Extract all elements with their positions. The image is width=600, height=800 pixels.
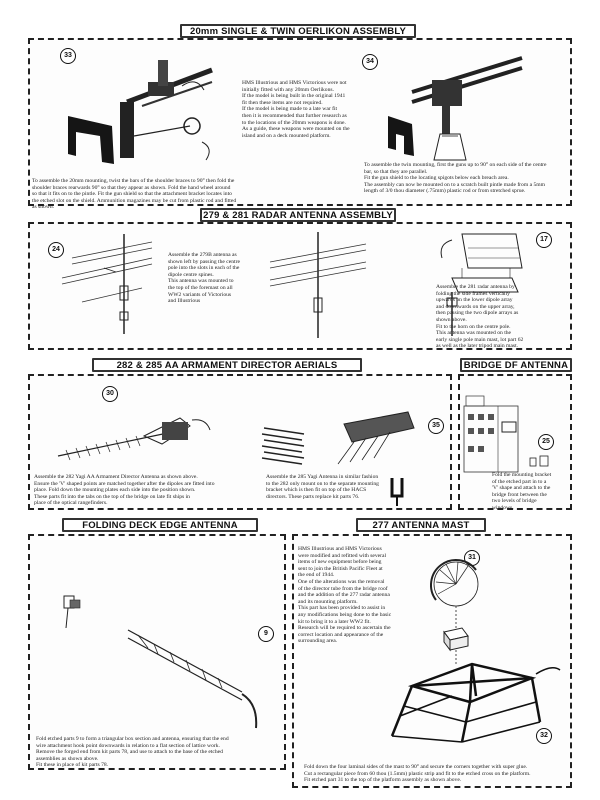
text-line: If the model is being built in the original 1941: [242, 93, 346, 100]
step-34: 34: [362, 54, 378, 70]
text-line: Fold down the four laminal sides of the mast to 90° and secure the corners together with super glue.: [304, 764, 528, 770]
text-line: the top of the foremast on all: [168, 284, 233, 291]
text-line: of the etched part in to a: [492, 478, 547, 485]
text-line: To assemble the 20mm mounting, twist the bars of the shoulder braces to 90° then fold the: [32, 178, 235, 184]
radar-281-text: [436, 284, 572, 350]
text-line: As a guide, these weapons were mounted on the: [242, 126, 350, 133]
text-line: place. Fold down the mounting plates each side into the position shown.: [34, 487, 196, 494]
text-line: to the 282 only mount on to the separate mounting: [266, 480, 379, 487]
text-line: Fold etched parts 9 to form a triangular box section and antenna, ensuring that the end: [36, 736, 229, 742]
aa-282-text: [34, 474, 260, 507]
aa-285-text: [266, 474, 416, 500]
text-line: the end of 1944.: [298, 572, 335, 579]
text-line: and the addition of the 277 radar antenna: [298, 592, 390, 599]
text-line: the etched slot on the shield. Ammunition magazines may be cut from plastic rod and fitted: [32, 197, 237, 204]
section-title-folding: FOLDING DECK EDGE ANTENNA: [62, 518, 258, 532]
oerlikon-single-text: [32, 178, 328, 211]
step-24: 24: [48, 242, 64, 258]
text-line: This antenna was mounted on the: [436, 330, 512, 337]
text-line: The assembly can now be mounted on to a scratch built pintle made from a 5mm: [364, 181, 545, 188]
text-line: bracket which is then fit on top of the HACS: [266, 487, 367, 494]
oerlikon-twin-text: [364, 162, 570, 195]
text-line: early single pole main mast, lot part 62: [436, 336, 524, 343]
step-32: 32: [536, 728, 552, 744]
text-line: sent to join the British Pacific Fleet at: [298, 565, 383, 572]
text-line: as well as the later tripod main mast.: [436, 343, 519, 350]
text-line: folding the side frames vertically: [436, 290, 510, 297]
text-line: any modifications being done to the basic: [298, 611, 392, 618]
oerlikon-note: [242, 80, 362, 139]
text-line: length of 3/0 thou diameter (.75mm) plastic rod or from stretched sprue.: [364, 188, 526, 195]
text-line: Fit these in place of kit parts 78.: [36, 762, 109, 769]
folding-text: [36, 736, 286, 769]
radar-279-text: [168, 252, 258, 305]
text-line: Assemble the 281 radar antenna by: [436, 284, 515, 290]
text-line: bridge front between the: [492, 491, 547, 498]
text-line: pole into the slots in each of the: [168, 265, 240, 272]
mast-bottom-text: [304, 764, 570, 784]
section-title-bridge-df: BRIDGE DF ANTENNA: [460, 358, 572, 372]
text-line: windows.: [492, 504, 514, 511]
folding-antenna-illustration: [58, 568, 278, 728]
aa-282-illustration: [52, 400, 232, 470]
text-line: If the model is being made to a late war fit: [242, 106, 338, 113]
text-line: upwards on the lower dipole array: [436, 297, 513, 304]
text-line: kit to bring it to a later WW2 fit.: [298, 618, 371, 625]
text-line: of the director tube from the bridge roof: [298, 585, 388, 592]
text-line: directors. These parts replace kit parts 76.: [266, 493, 360, 500]
radar-279-illustration: [52, 228, 172, 338]
text-line: Assemble the 285 Yagi Antenna in similar fashion: [266, 474, 379, 480]
text-line: as shown.: [32, 204, 55, 211]
text-line: surrounding area.: [298, 638, 338, 645]
instruction-sheet: [22, 22, 578, 788]
text-line: assemblies as shown above.: [36, 755, 99, 762]
step-33: 33: [60, 48, 76, 64]
section-title-mast: 277 ANTENNA MAST: [356, 518, 486, 532]
text-line: and downwards on the upper array,: [436, 303, 515, 310]
text-line: Ensure the 'V' shaped points are matched together after the dipoles are fitted into: [34, 480, 215, 487]
bridge-df-illustration: [462, 392, 528, 478]
oerlikon-single-illustration: [62, 56, 232, 166]
radar-279-assembled-illustration: [262, 228, 372, 340]
text-line: shown left by passing the centre: [168, 258, 240, 265]
text-line: fit then these items are not required.: [242, 99, 323, 106]
text-line: This part has been provided to assist in: [298, 605, 386, 612]
text-line: Fit to the horn on the centre pole.: [436, 323, 511, 330]
text-line: Cut a rectangular piece from 60 thou (1.5mm) plastic strip and fit to the etched cross on the platform.: [304, 770, 531, 777]
bridge-df-text: [492, 472, 572, 512]
text-line: were modified and refitted with several: [298, 552, 387, 559]
section-title-oerlikon: 20mm SINGLE & TWIN OERLIKON ASSEMBLY: [180, 24, 416, 38]
text-line: shown above.: [436, 316, 467, 323]
text-line: One of the alterations was the removal: [298, 578, 385, 585]
text-line: two levels of bridge: [492, 498, 537, 505]
step-35: 35: [428, 418, 444, 434]
step-9: 9: [258, 626, 274, 642]
text-line: wire attachment hook point downwards in relation to a flat section of lattice work.: [36, 742, 220, 749]
text-line: and Illustrious: [168, 298, 201, 305]
section-title-radar: 279 & 281 RADAR ANTENNA ASSEMBLY: [200, 208, 396, 222]
text-line: 'V' shape and attach to the: [492, 485, 551, 492]
text-line: Assemble the 282 Yagi AA Armament Director Antenna as shown above.: [34, 474, 198, 480]
text-line: so that it fits on to the pintle. Fit the gun shield so that the attachment bracket locates into: [32, 191, 232, 198]
text-line: These parts fit into the tabs on the top of the bridge on late fit ships in: [34, 493, 190, 500]
text-line: bar, so that they are parallel.: [364, 168, 428, 175]
text-line: Research will be required to ascertain the: [298, 625, 391, 632]
text-line: Fit etched part 31 to the top of the platform assembly as shown above.: [304, 777, 462, 784]
text-line: shoulder braces rearwards 90° so that they appear as shown. Fold the hand wheel around: [32, 184, 231, 191]
text-line: Assemble the 279B antenna as: [168, 252, 237, 258]
text-line: items of new equipment before being: [298, 559, 382, 566]
text-line: HMS Illustrious and HMS Victorious: [298, 546, 382, 552]
text-line: This antenna was mounted to: [168, 278, 234, 285]
text-line: initially fitted with any 20mm Oerlikons.: [242, 86, 334, 93]
text-line: Fold the mounting bracket: [492, 472, 552, 478]
text-line: then it is recommended that further research as: [242, 112, 347, 119]
text-line: Remove the forged end from kit parts 78, and use to attach to the base of the etched: [36, 749, 223, 756]
step-17: 17: [536, 232, 552, 248]
text-line: WW2 variants of Victorious: [168, 291, 232, 298]
text-line: place of the optical rangefinders.: [34, 500, 108, 507]
text-line: To assemble the twin mounting, first the guns up to 90° on each side of the centre: [364, 162, 547, 168]
text-line: correct location and appearance of the: [298, 631, 384, 638]
step-30: 30: [102, 386, 118, 402]
mast-277-illustration: [352, 546, 562, 746]
oerlikon-twin-illustration: [382, 52, 532, 162]
text-line: island and on a deck mounted platform.: [242, 132, 331, 139]
text-line: and its mounting platform.: [298, 598, 358, 605]
text-line: Fit the gun shield to the locating spigots below each breach area.: [364, 175, 509, 182]
section-title-aa-director: 282 & 285 AA ARMAMENT DIRECTOR AERIALS: [92, 358, 362, 372]
text-line: HMS Illustrious and HMS Victorious were not: [242, 80, 347, 86]
step-31: 31: [464, 550, 480, 566]
step-25: 25: [538, 434, 554, 450]
text-line: then passing the two dipole arrays as: [436, 310, 519, 317]
df-antenna-detail: [528, 454, 554, 470]
text-line: to the locations of the 20mm weapons is done.: [242, 119, 346, 126]
text-line: dipole centre spines.: [168, 271, 214, 278]
